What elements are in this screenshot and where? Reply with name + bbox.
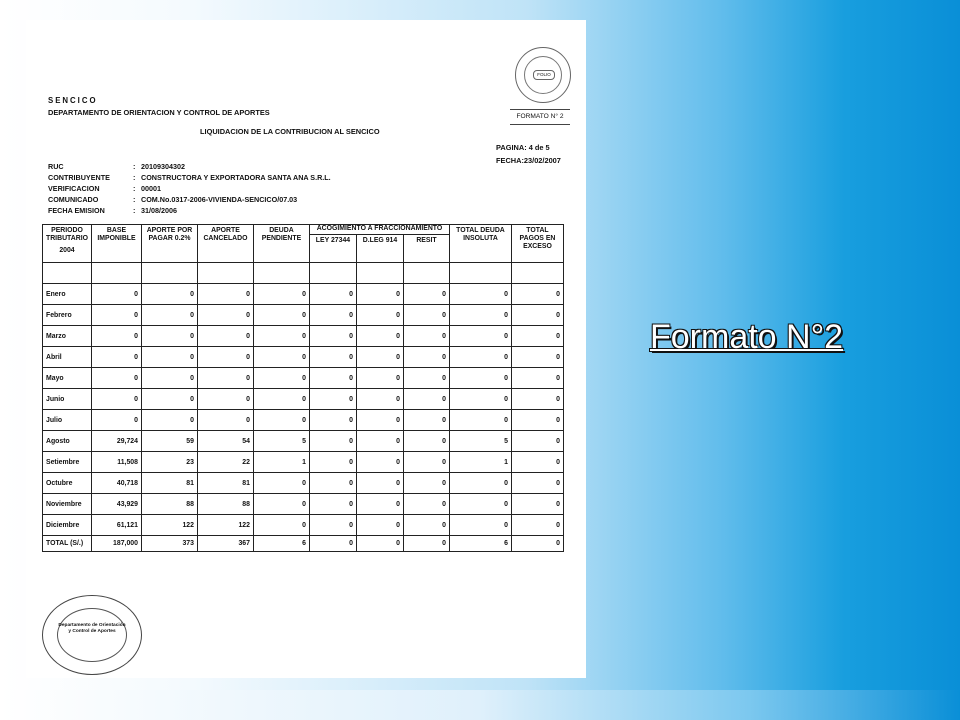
table-row — [43, 305, 564, 326]
slide-title: Formato N°2 — [650, 318, 844, 356]
cell-mes: Mayo — [43, 368, 92, 389]
cell-ley: 0 — [309, 389, 356, 410]
cell-base: 0 — [91, 305, 141, 326]
info-value: COM.No.0317-2006-VIVIENDA-SENCICO/07.03 — [141, 195, 298, 204]
cell-cancelado: 0 — [197, 284, 253, 305]
cell-mes: Marzo — [43, 326, 92, 347]
cell-cancelado: 122 — [197, 515, 253, 536]
cell-cancelado: 0 — [197, 305, 253, 326]
spacer-cell — [43, 263, 92, 284]
table-row — [43, 284, 564, 305]
spacer-row — [43, 263, 564, 284]
header-acogimiento: ACOGIMIENTO A FRACCIONAMIENTO — [309, 225, 449, 235]
cell-aporte: 0 — [141, 284, 197, 305]
cell-exceso: 0 — [511, 494, 563, 515]
spacer-cell — [197, 263, 253, 284]
cell-total: 0 — [449, 326, 511, 347]
table-row — [43, 473, 564, 494]
spacer-cell — [141, 263, 197, 284]
spacer-cell — [309, 263, 356, 284]
header-dleg: D.LEG 914 — [356, 235, 403, 263]
header-ley: LEY 27344 — [309, 235, 356, 263]
spacer-cell — [91, 263, 141, 284]
cell-mes: Setiembre — [43, 452, 92, 473]
table-body — [43, 263, 564, 536]
total-aporte: 373 — [141, 536, 197, 552]
cell-mes: Julio — [43, 410, 92, 431]
info-value: CONSTRUCTORA Y EXPORTADORA SANTA ANA S.R.L. — [141, 173, 331, 182]
cell-mes: Noviembre — [43, 494, 92, 515]
info-value: 00001 — [141, 184, 161, 193]
table-row — [43, 347, 564, 368]
cell-aporte: 0 — [141, 410, 197, 431]
cell-total: 0 — [449, 410, 511, 431]
cell-base: 61,121 — [91, 515, 141, 536]
cell-resit: 0 — [403, 452, 449, 473]
scanned-document — [26, 20, 586, 678]
cell-total: 0 — [449, 494, 511, 515]
cell-resit: 0 — [403, 368, 449, 389]
cell-total: 0 — [449, 305, 511, 326]
cell-resit: 0 — [403, 326, 449, 347]
cell-exceso: 0 — [511, 305, 563, 326]
spacer-cell — [449, 263, 511, 284]
info-label: FECHA EMISION — [48, 206, 105, 215]
sencico-seal-inner — [57, 608, 127, 662]
cell-exceso: 0 — [511, 284, 563, 305]
cell-mes: Febrero — [43, 305, 92, 326]
header-aporte-pagar: APORTE POR PAGAR 0.2% — [141, 225, 197, 263]
cell-aporte: 23 — [141, 452, 197, 473]
cell-total: 1 — [449, 452, 511, 473]
cell-aporte: 0 — [141, 326, 197, 347]
cell-cancelado: 0 — [197, 347, 253, 368]
cell-ley: 0 — [309, 452, 356, 473]
info-colon: : — [133, 162, 136, 171]
cell-total: 0 — [449, 515, 511, 536]
cell-deuda: 0 — [253, 515, 309, 536]
cell-cancelado: 0 — [197, 389, 253, 410]
cell-base: 29,724 — [91, 431, 141, 452]
cell-aporte: 0 — [141, 368, 197, 389]
cell-ley: 0 — [309, 347, 356, 368]
cell-dleg: 0 — [356, 284, 403, 305]
cell-ley: 0 — [309, 515, 356, 536]
cell-dleg: 0 — [356, 452, 403, 473]
header-resit: RESIT — [403, 235, 449, 263]
info-colon: : — [133, 195, 136, 204]
cell-deuda: 0 — [253, 284, 309, 305]
total-exceso: 0 — [511, 536, 563, 552]
cell-ley: 0 — [309, 494, 356, 515]
total-resit: 0 — [403, 536, 449, 552]
cell-base: 0 — [91, 368, 141, 389]
info-value: 20109304302 — [141, 162, 185, 171]
folio-stamp — [515, 47, 571, 103]
cell-aporte: 0 — [141, 389, 197, 410]
header-periodo — [43, 225, 92, 263]
cell-ley: 0 — [309, 368, 356, 389]
cell-base: 0 — [91, 389, 141, 410]
info-colon: : — [133, 206, 136, 215]
cell-dleg: 0 — [356, 368, 403, 389]
cell-resit: 0 — [403, 410, 449, 431]
total-dleg: 0 — [356, 536, 403, 552]
cell-deuda: 0 — [253, 494, 309, 515]
document-date: FECHA:23/02/2007 — [496, 156, 561, 165]
info-label: VERIFICACION — [48, 184, 100, 193]
cell-deuda: 0 — [253, 326, 309, 347]
cell-ley: 0 — [309, 410, 356, 431]
spacer-cell — [403, 263, 449, 284]
spacer-cell — [356, 263, 403, 284]
cell-deuda: 0 — [253, 410, 309, 431]
cell-deuda: 0 — [253, 305, 309, 326]
cell-aporte: 88 — [141, 494, 197, 515]
cell-ley: 0 — [309, 431, 356, 452]
cell-cancelado: 54 — [197, 431, 253, 452]
liquidation-table-wrapper — [42, 224, 564, 552]
seal-text: Departamento de Orientación y Control de Aportes — [58, 623, 126, 634]
cell-mes: Agosto — [43, 431, 92, 452]
cell-base: 0 — [91, 410, 141, 431]
cell-cancelado: 0 — [197, 326, 253, 347]
cell-exceso: 0 — [511, 326, 563, 347]
table-row — [43, 515, 564, 536]
cell-aporte: 0 — [141, 347, 197, 368]
table-row — [43, 368, 564, 389]
cell-base: 0 — [91, 326, 141, 347]
cell-aporte: 122 — [141, 515, 197, 536]
cell-dleg: 0 — [356, 494, 403, 515]
cell-resit: 0 — [403, 473, 449, 494]
cell-mes: Junio — [43, 389, 92, 410]
total-label: TOTAL (S/.) — [43, 536, 92, 552]
table-row — [43, 410, 564, 431]
cell-total: 0 — [449, 473, 511, 494]
cell-cancelado: 88 — [197, 494, 253, 515]
total-base: 187,000 — [91, 536, 141, 552]
folio-label: FOLIO — [533, 70, 555, 80]
table-row — [43, 389, 564, 410]
table-row — [43, 326, 564, 347]
cell-deuda: 5 — [253, 431, 309, 452]
cell-total: 0 — [449, 368, 511, 389]
info-label: RUC — [48, 162, 64, 171]
cell-exceso: 0 — [511, 473, 563, 494]
total-deuda: 6 — [253, 536, 309, 552]
total-cancelado: 367 — [197, 536, 253, 552]
cell-cancelado: 81 — [197, 473, 253, 494]
table-row — [43, 452, 564, 473]
info-value: 31/08/2006 — [141, 206, 177, 215]
cell-resit: 0 — [403, 284, 449, 305]
cell-base: 43,929 — [91, 494, 141, 515]
cell-cancelado: 0 — [197, 368, 253, 389]
cell-resit: 0 — [403, 494, 449, 515]
cell-ley: 0 — [309, 326, 356, 347]
spacer-cell — [511, 263, 563, 284]
cell-dleg: 0 — [356, 326, 403, 347]
cell-aporte: 59 — [141, 431, 197, 452]
cell-resit: 0 — [403, 515, 449, 536]
cell-dleg: 0 — [356, 473, 403, 494]
cell-resit: 0 — [403, 347, 449, 368]
cell-base: 40,718 — [91, 473, 141, 494]
cell-aporte: 0 — [141, 305, 197, 326]
slide-bottom-band — [0, 690, 960, 720]
cell-total: 0 — [449, 389, 511, 410]
cell-resit: 0 — [403, 389, 449, 410]
header-total-pagos: TOTAL PAGOS EN EXCESO — [511, 225, 563, 263]
cell-mes: Octubre — [43, 473, 92, 494]
cell-deuda: 0 — [253, 389, 309, 410]
cell-resit: 0 — [403, 431, 449, 452]
cell-total: 5 — [449, 431, 511, 452]
total-ley: 0 — [309, 536, 356, 552]
header-total-deuda: TOTAL DEUDA INSOLUTA — [449, 225, 511, 263]
cell-ley: 0 — [309, 305, 356, 326]
org-name: SENCICO — [48, 96, 98, 105]
sencico-seal — [42, 595, 142, 675]
cell-mes: Abril — [43, 347, 92, 368]
cell-dleg: 0 — [356, 305, 403, 326]
page-number: PAGINA: 4 de 5 — [496, 143, 550, 152]
info-label: COMUNICADO — [48, 195, 99, 204]
cell-mes: Diciembre — [43, 515, 92, 536]
spacer-cell — [253, 263, 309, 284]
header-year: 2004 — [59, 247, 75, 254]
cell-cancelado: 0 — [197, 410, 253, 431]
info-colon: : — [133, 173, 136, 182]
cell-exceso: 0 — [511, 515, 563, 536]
cell-ley: 0 — [309, 473, 356, 494]
cell-base: 0 — [91, 284, 141, 305]
cell-exceso: 0 — [511, 452, 563, 473]
total-insoluta: 6 — [449, 536, 511, 552]
cell-total: 0 — [449, 284, 511, 305]
info-label: CONTRIBUYENTE — [48, 173, 110, 182]
cell-dleg: 0 — [356, 515, 403, 536]
cell-base: 11,508 — [91, 452, 141, 473]
cell-deuda: 1 — [253, 452, 309, 473]
cell-mes: Enero — [43, 284, 92, 305]
header-deuda: DEUDA PENDIENTE — [253, 225, 309, 263]
cell-total: 0 — [449, 347, 511, 368]
header-base: BASE IMPONIBLE — [91, 225, 141, 263]
cell-ley: 0 — [309, 284, 356, 305]
department-name: DEPARTAMENTO DE ORIENTACION Y CONTROL DE APORTES — [48, 108, 270, 117]
cell-resit: 0 — [403, 305, 449, 326]
cell-dleg: 0 — [356, 431, 403, 452]
table-row — [43, 494, 564, 515]
cell-aporte: 81 — [141, 473, 197, 494]
cell-exceso: 0 — [511, 347, 563, 368]
header-aporte-cancelado: APORTE CANCELADO — [197, 225, 253, 263]
liquidation-table — [42, 224, 564, 552]
total-row — [43, 536, 564, 552]
cell-exceso: 0 — [511, 389, 563, 410]
cell-exceso: 0 — [511, 368, 563, 389]
cell-deuda: 0 — [253, 368, 309, 389]
cell-exceso: 0 — [511, 431, 563, 452]
cell-dleg: 0 — [356, 389, 403, 410]
info-colon: : — [133, 184, 136, 193]
cell-dleg: 0 — [356, 347, 403, 368]
document-title: LIQUIDACION DE LA CONTRIBUCION AL SENCICO — [200, 127, 380, 136]
table-row — [43, 431, 564, 452]
cell-deuda: 0 — [253, 473, 309, 494]
formato-label: FORMATO N° 2 — [510, 109, 570, 125]
cell-dleg: 0 — [356, 410, 403, 431]
cell-exceso: 0 — [511, 410, 563, 431]
cell-deuda: 0 — [253, 347, 309, 368]
cell-base: 0 — [91, 347, 141, 368]
header-periodo-label: PERIODO TRIBUTARIO — [46, 227, 88, 242]
cell-cancelado: 22 — [197, 452, 253, 473]
